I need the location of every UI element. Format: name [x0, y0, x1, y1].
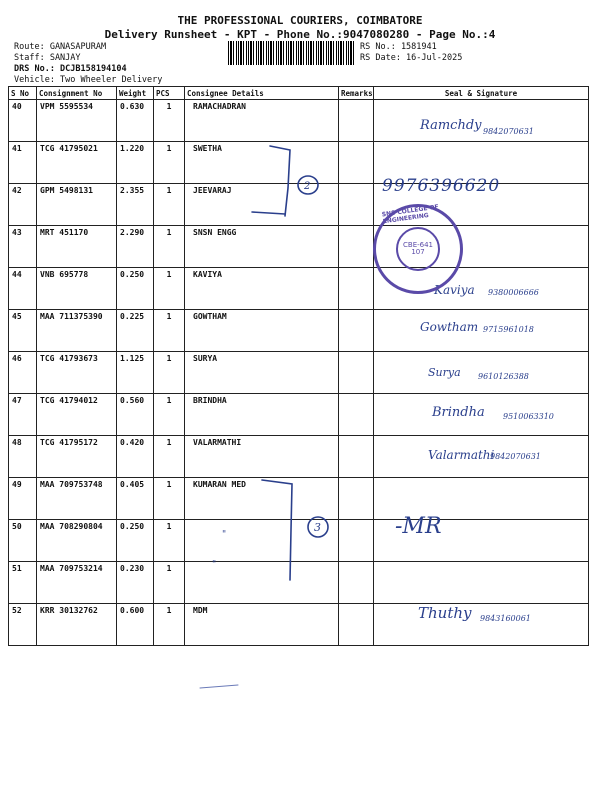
- cell-consignment-no: TCG 41795172: [37, 436, 117, 478]
- drs-number: DRS No.: DCJB158194104: [14, 64, 127, 74]
- cell-weight: 0.225: [117, 310, 154, 352]
- company-title: THE PROFESSIONAL COURIERS, COIMBATORE: [177, 14, 423, 27]
- phone-48: 9842070631: [490, 452, 541, 461]
- cell-consignment-no: MRT 451170: [37, 226, 117, 268]
- bracket-mark-upper: [270, 146, 290, 216]
- circle-2-digit: 2: [304, 181, 311, 192]
- col-consignment: Consignment No: [37, 87, 117, 100]
- cell-consignment-no: TCG 41794012: [37, 394, 117, 436]
- cell-consignment-no: MAA 711375390: [37, 310, 117, 352]
- cell-weight: 2.355: [117, 184, 154, 226]
- signature-44: Kaviya: [434, 283, 475, 297]
- cell-weight: 0.250: [117, 268, 154, 310]
- cell-consignment-no: TCG 41795021: [37, 142, 117, 184]
- staff-label: Staff: SANJAY: [14, 53, 81, 63]
- cell-consignee: BRINDHA: [185, 394, 339, 436]
- cell-consignment-no: GPM 5498131: [37, 184, 117, 226]
- bracket-mark-foot: [252, 212, 285, 214]
- col-signature: Seal & Signature: [374, 87, 589, 100]
- ditto-mark-2: ": [212, 560, 217, 570]
- cell-sno: 40: [9, 100, 37, 142]
- cell-pcs: 1: [154, 352, 185, 394]
- cell-consignee: MDM: [185, 604, 339, 646]
- cell-sno: 45: [9, 310, 37, 352]
- cell-pcs: 1: [154, 436, 185, 478]
- cell-pcs: 1: [154, 226, 185, 268]
- cell-consignment-no: TCG 41793673: [37, 352, 117, 394]
- cell-pcs: 1: [154, 562, 185, 604]
- cell-consignee: KUMARAN MED: [185, 478, 339, 520]
- cell-pcs: 1: [154, 520, 185, 562]
- rs-date: RS Date: 16-Jul-2025: [360, 53, 463, 63]
- signature-46: Surya: [428, 366, 461, 379]
- signature-48: Valarmathi: [428, 448, 495, 462]
- cell-pcs: 1: [154, 478, 185, 520]
- cell-weight: 0.600: [117, 604, 154, 646]
- college-seal-stamp: [373, 204, 463, 294]
- cell-weight: 0.405: [117, 478, 154, 520]
- dash-mark: [200, 685, 238, 688]
- runsheet-subtitle: Delivery Runsheet - KPT - Phone No.:9047080280 - Page No.:4: [104, 28, 496, 41]
- cell-sno: 44: [9, 268, 37, 310]
- cell-consignment-no: MAA 709753214: [37, 562, 117, 604]
- cell-weight: 0.630: [117, 100, 154, 142]
- cell-weight: 1.220: [117, 142, 154, 184]
- cell-weight: 0.230: [117, 562, 154, 604]
- cell-consignment-no: KRR 30132762: [37, 604, 117, 646]
- cell-pcs: 1: [154, 142, 185, 184]
- cell-sno: 51: [9, 562, 37, 604]
- signature-45: Gowtham: [420, 320, 479, 334]
- phone-44: 9380006666: [488, 288, 539, 297]
- cell-weight: 1.125: [117, 352, 154, 394]
- cell-pcs: 1: [154, 184, 185, 226]
- signature-52: Thuthy: [418, 604, 472, 622]
- col-remarks: Remarks: [339, 87, 374, 100]
- cell-consignment-no: MAA 709753748: [37, 478, 117, 520]
- cell-consignee: SURYA: [185, 352, 339, 394]
- cell-consignee: RAMACHADRAN: [185, 100, 339, 142]
- cell-sno: 50: [9, 520, 37, 562]
- phone-45: 9715961018: [483, 325, 534, 334]
- cell-pcs: 1: [154, 268, 185, 310]
- cell-consignee: VALARMATHI: [185, 436, 339, 478]
- route-label: Route: GANASAPURAM: [14, 42, 107, 52]
- cell-consignee: GOWTHAM: [185, 310, 339, 352]
- cell-sno: 52: [9, 604, 37, 646]
- cell-consignment-no: VNB 695778: [37, 268, 117, 310]
- col-pcs: PCS: [154, 87, 185, 100]
- signature-47: Brindha: [432, 405, 485, 420]
- cell-sno: 48: [9, 436, 37, 478]
- cell-consignee: SWETHA: [185, 142, 339, 184]
- cell-weight: 0.560: [117, 394, 154, 436]
- cell-consignee: SNSN ENGG: [185, 226, 339, 268]
- cell-pcs: 1: [154, 100, 185, 142]
- cell-weight: 2.290: [117, 226, 154, 268]
- col-sno: S No: [9, 87, 37, 100]
- seal-center-text: CBE-641 107: [396, 227, 440, 271]
- signature-50: -MR: [395, 514, 442, 539]
- cell-weight: 0.420: [117, 436, 154, 478]
- phone-46: 9610126388: [478, 372, 529, 381]
- cell-consignment-no: MAA 708290804: [37, 520, 117, 562]
- cell-sno: 47: [9, 394, 37, 436]
- cell-consignee: JEEVARAJ: [185, 184, 339, 226]
- rs-number: RS No.: 1581941: [360, 42, 437, 52]
- ditto-mark: ": [222, 530, 227, 540]
- col-weight: Weight: [117, 87, 154, 100]
- cell-consignment-no: VPM 5595534: [37, 100, 117, 142]
- cell-sno: 49: [9, 478, 37, 520]
- phone-40: 9842070631: [483, 127, 534, 136]
- signature-40: Ramchdy: [420, 118, 482, 133]
- phone-52: 9843160061: [480, 614, 531, 623]
- col-consignee: Consignee Details: [185, 87, 339, 100]
- cell-pcs: 1: [154, 604, 185, 646]
- cell-sno: 43: [9, 226, 37, 268]
- cell-pcs: 1: [154, 310, 185, 352]
- phone-47: 9510063310: [503, 412, 554, 421]
- circle-3-digit: 3: [314, 521, 321, 534]
- cell-sno: 46: [9, 352, 37, 394]
- bracket-mark-lower: [262, 480, 292, 580]
- cell-pcs: 1: [154, 394, 185, 436]
- cell-sno: 42: [9, 184, 37, 226]
- cell-sno: 41: [9, 142, 37, 184]
- cell-consignee: KAVIYA: [185, 268, 339, 310]
- vehicle-label: Vehicle: Two Wheeler Delivery: [14, 75, 163, 85]
- seal-ring-text: SNS COLLEGE OF ENGINEERING: [381, 203, 440, 226]
- signature-42: 9976396620: [382, 176, 501, 196]
- cell-weight: 0.250: [117, 520, 154, 562]
